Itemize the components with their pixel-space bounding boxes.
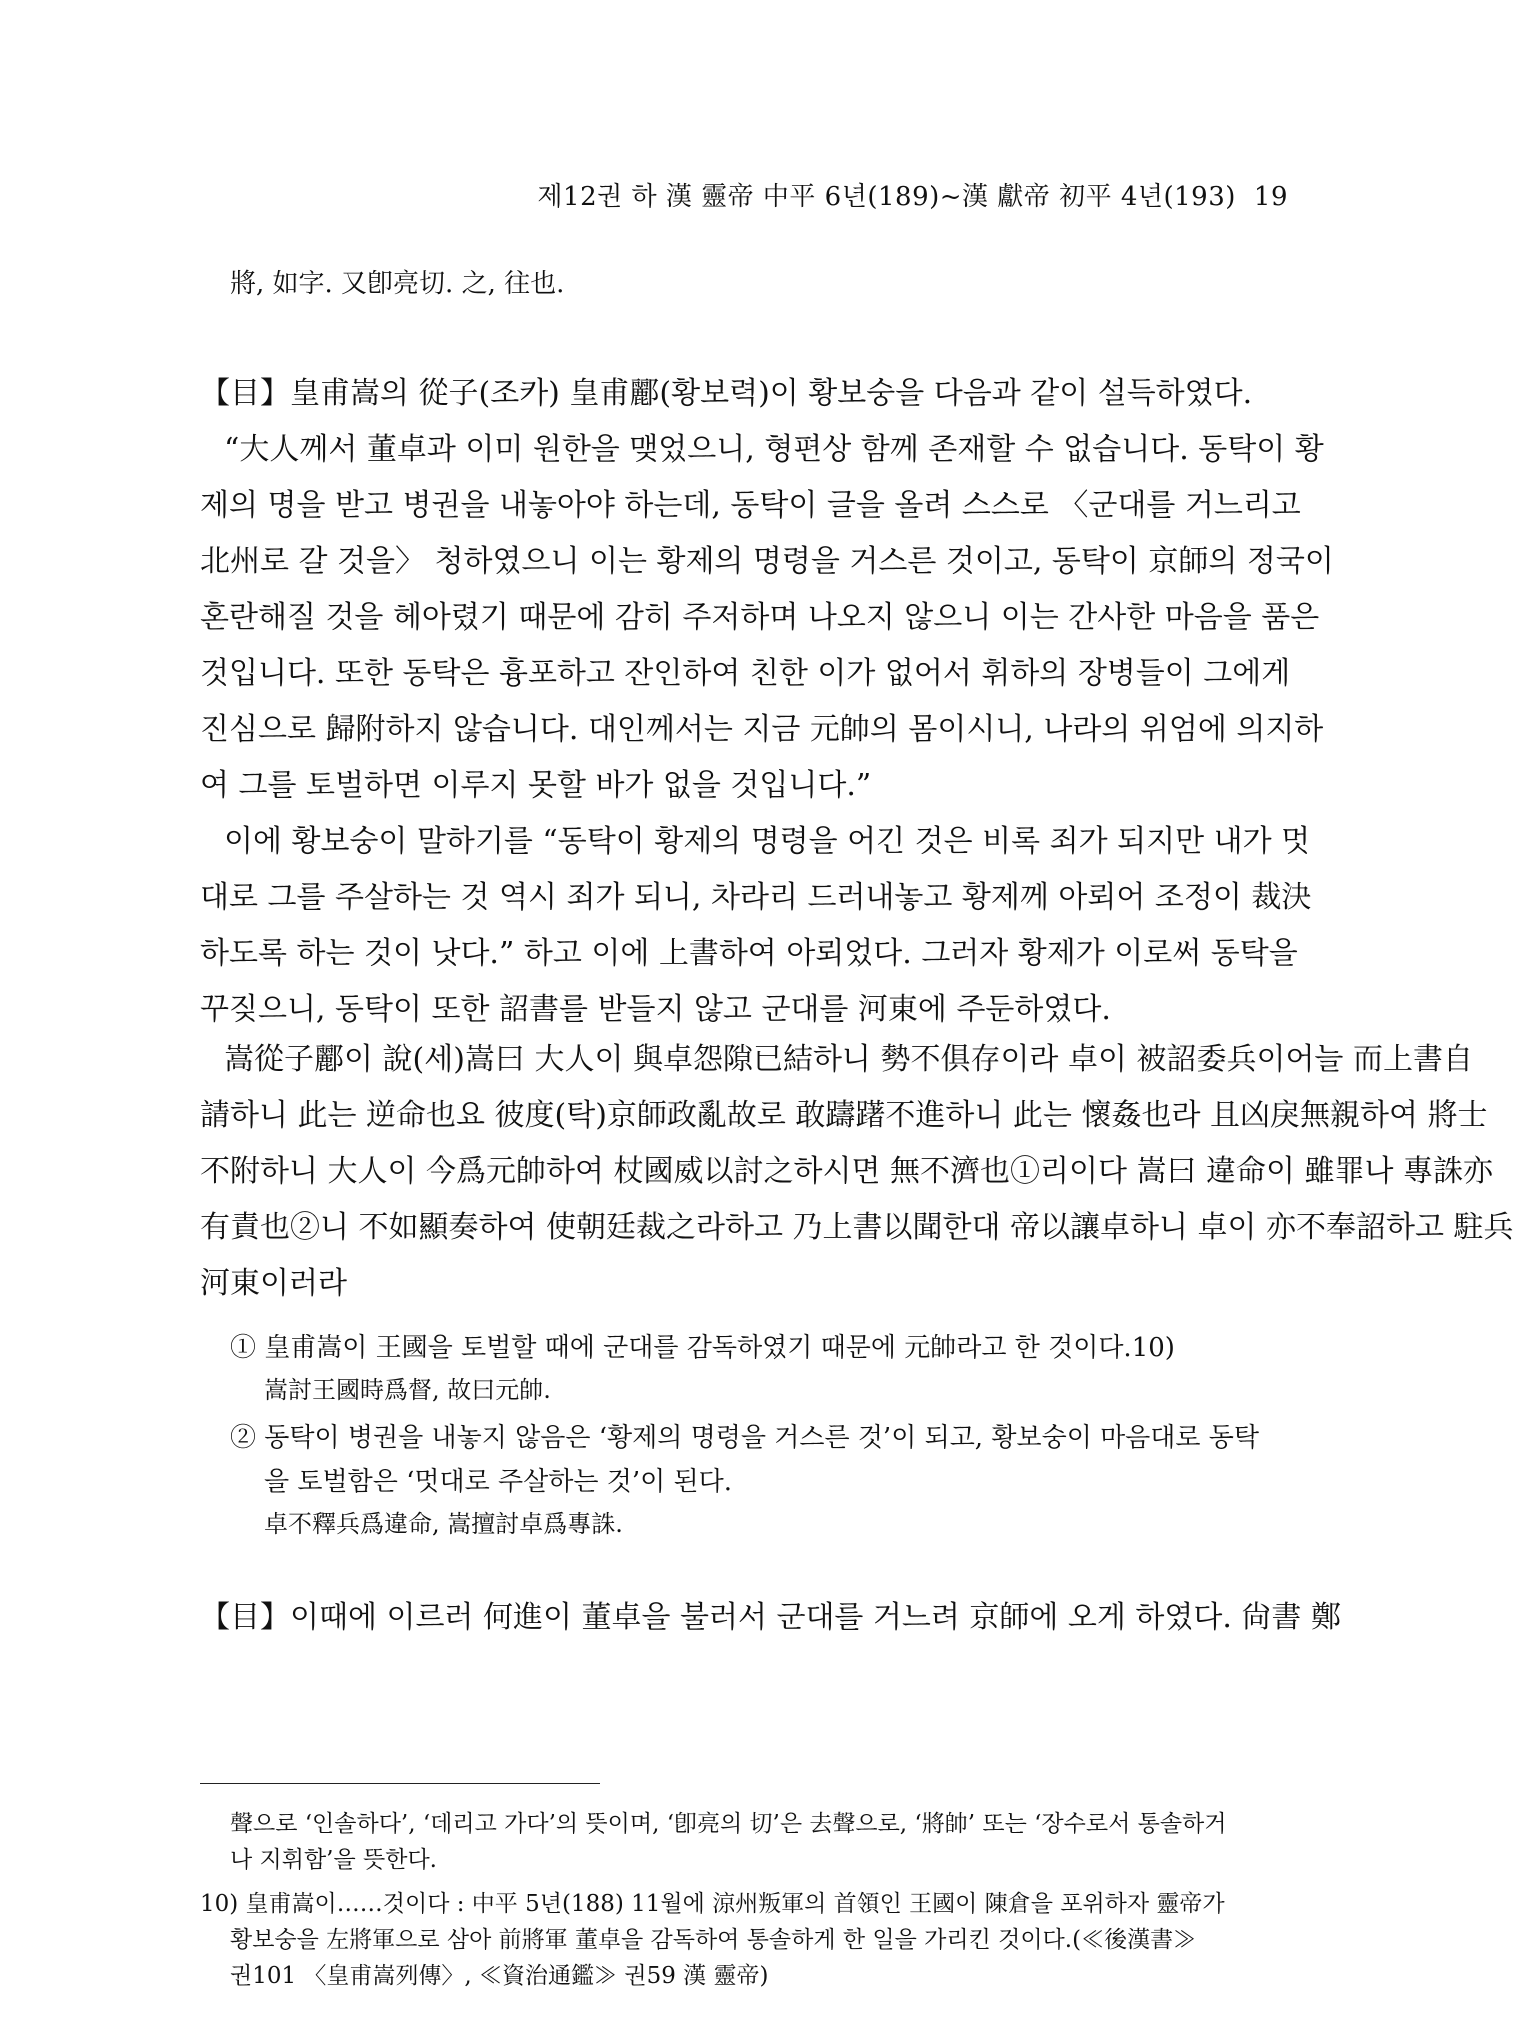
paragraph-line: 대로 그를 주살하는 것 역시 죄가 되니, 차라리 드러내놓고 황제께 아뢰어 조정이 裁決 [200,880,1312,915]
paragraph-line: 것입니다. 또한 동탁은 흉포하고 잔인하여 친한 이가 없어서 휘하의 장병들이 그에게 [200,656,1291,691]
paragraph-line: 꾸짖으니, 동탁이 또한 詔書를 받들지 않고 군대를 河東에 주둔하였다. [200,992,1111,1027]
commentary-note-source: 嵩討王國時爲督, 故曰元帥. [264,1376,551,1404]
footnote-line: 권101 〈皇甫嵩列傳〉, ≪資治通鑑≫ 권59 漢 靈帝) [230,1963,769,1989]
footnotes [200,1806,1290,1994]
paragraph-line: 北州로 갈 것을〉 청하였으니 이는 황제의 명령을 거스른 것이고, 동탁이 京師의 정국이 [200,544,1334,579]
classical-line: 不附하니 大人이 今爲元帥하여 杖國威以討之하시면 無不濟也①리이다 嵩曰 違命이 雖罪나 專誅亦 [200,1154,1494,1189]
classical-text [200,1032,1514,1312]
commentary-note: ② 동탁이 병권을 내놓지 않음은 ‘황제의 명령을 거스른 것’이 되고, 황보숭이 마음대로 동탁 [230,1423,1260,1453]
footnote-line: 10) 皇甫嵩이……것이다 : 中平 5년(188) 11월에 涼州叛軍의 首領인 王國이 陳倉을 포위하자 靈帝가 [200,1891,1225,1917]
classical-line: 請하니 此는 逆命也요 彼度(탁)京師政亂故로 敢躊躇不進하니 此는 懷姦也라 且凶戾無親하여 將士 [200,1098,1488,1133]
paragraph-line: 제의 명을 받고 병권을 내놓아야 하는데, 동탁이 글을 올려 스스로 〈군대를 거느리고 [200,488,1301,523]
footnote-line: 황보숭을 左將軍으로 삼아 前將軍 董卓을 감독하여 통솔하게 한 일을 가리킨 것이다.(≪後漢書≫ [230,1927,1197,1953]
paragraph-line: 여 그를 토벌하면 이루지 못할 바가 없을 것입니다.” [200,768,872,803]
footnote-line: 聲으로 ‘인솔하다’, ‘데리고 가다’의 뜻이며, ‘卽亮의 切’은 去聲으로, ‘將帥’ 또는 ‘장수로서 통솔하거 [230,1811,1227,1837]
paragraph-line: 이에 황보숭이 말하기를 “동탁이 황제의 명령을 어긴 것은 비록 죄가 되지만 내가 멋 [224,824,1311,859]
classical-line: 河東이러라 [200,1266,347,1301]
running-title: 제12권 하 漢 靈帝 中平 6년(189)~漢 獻帝 初平 4년(193) [537,182,1236,212]
pre-note [200,264,1290,304]
commentary-note: 을 토벌함은 ‘멋대로 주살하는 것’이 된다. [264,1467,732,1497]
paragraph-line: 혼란해질 것을 헤아렸기 때문에 감히 주저하며 나오지 않으니 이는 간사한 마음을 품은 [200,600,1320,635]
pre-note-line: 將, 如字. 又卽亮切. 之, 往也. [230,269,565,299]
section-2 [200,1590,1341,1646]
section-1-heading: 【目】皇甫嵩의 從子(조카) 皇甫酈(황보력)이 황보숭을 다음과 같이 설득하였다. [200,376,1253,411]
footnote-divider [200,1783,600,1784]
paragraph-line: “大人께서 董卓과 이미 원한을 맺었으니, 형편상 함께 존재할 수 없습니다. 동탁이 황 [224,432,1324,467]
classical-line: 有責也②니 不如顯奏하여 使朝廷裁之라하고 乃上書以聞한대 帝以讓卓하니 卓이 亦不奉詔하고 駐兵 [200,1210,1514,1245]
section-2-heading: 【目】이때에 이르러 何進이 董卓을 불러서 군대를 거느려 京師에 오게 하였다. 尙書 鄭 [200,1600,1341,1635]
classical-line: 嵩從子酈이 說(세)嵩曰 大人이 與卓怨隙已結하니 勢不俱存이라 卓이 被詔委兵이어늘 而上書自 [224,1042,1473,1077]
running-header [537,176,1288,213]
paragraph-line: 하도록 하는 것이 낫다.” 하고 이에 上書하여 아뢰었다. 그러자 황제가 이로써 동탁을 [200,936,1298,971]
footnote-line: 나 지휘함’을 뜻한다. [230,1847,437,1873]
commentary-note: ① 皇甫嵩이 王國을 토벌할 때에 군대를 감독하였기 때문에 元帥라고 한 것이다.10) [230,1333,1175,1363]
page-number: 19 [1253,182,1288,212]
paragraph-line: 진심으로 歸附하지 않습니다. 대인께서는 지금 元帥의 몸이시니, 나라의 위엄에 의지하 [200,712,1324,747]
commentary-note-source: 卓不釋兵爲違命, 嵩擅討卓爲專誅. [264,1510,623,1538]
section-1 [200,366,1334,1038]
commentary-notes [230,1326,1290,1544]
